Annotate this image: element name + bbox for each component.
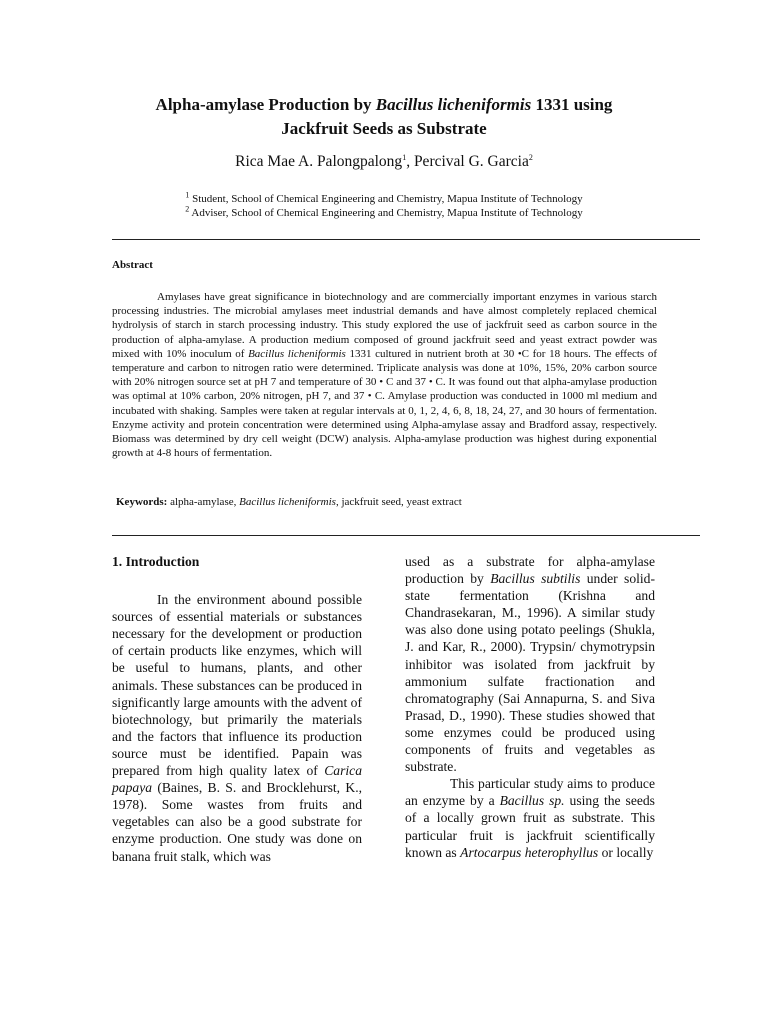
right-column xyxy=(405,553,655,861)
affiliation-1-text: Student, School of Chemical Engineering and Chemistry, Mapua Institute of Technology xyxy=(189,193,583,205)
introduction-paragraph-1-continued xyxy=(405,553,655,775)
abstract-heading: Abstract xyxy=(112,259,153,271)
keywords-part-1: alpha-amylase, xyxy=(167,496,240,508)
abstract-body xyxy=(112,290,657,460)
author-separator: , xyxy=(406,153,414,170)
author-2: Percival G. Garcia xyxy=(413,153,529,170)
title-text-end: 1331 using xyxy=(531,95,613,114)
title-species: Bacillus licheniformis xyxy=(375,95,532,114)
intro-p2-text-end: or locally xyxy=(598,844,654,860)
author-list xyxy=(60,152,708,172)
affiliation-2 xyxy=(60,206,708,220)
intro-p2-text-mid: using the seeds of a locally grown fruit as substrate. This particular fruit is jackfruit scientifically known as xyxy=(405,793,655,860)
intro-p2-text: This particular study aims to produce an enzyme by a xyxy=(405,776,655,809)
introduction-paragraph-2 xyxy=(405,775,655,860)
author-1: Rica Mae A. Palongpalong xyxy=(235,153,403,170)
intro-right-text: used as a substrate for alpha-amylase production by xyxy=(405,554,655,587)
affiliation-1 xyxy=(60,192,708,206)
intro-right-species-1: Bacillus subtilis xyxy=(490,571,581,587)
affiliation-1-mark: 1 xyxy=(185,190,190,200)
abstract-text-end: 1331 cultured in nutrient broth at 30 •C for 18 hours. The effects of temperature and carbon to nitrogen ratio were determined. Triplicate analysis was done at 10%, 15%, 20% carbon source with 20% nitrogen source set at pH 7 and temperature of 30 • C and 37 • C. It was found out that alpha-amylase production was optimal at 10% carbon, 20% nitrogen, pH 7, and 37 • C. Amylase production was conducted in 1000 ml medium and incubated with shaking. Samples were taken at regular intervals at 0, 1, 2, 4, 6, 8, 18, 24, 27, and 30 hours of fermentation. Enzyme activity and protein concentration were determined using Alpha-amylase assay and Bradford assay, respectively. Biomass was determined by dry cell weight (DCW) analysis. Alpha-amylase production was highest during exponential growth at 4-8 hours of fermentation. xyxy=(112,347,657,460)
section-divider xyxy=(112,535,700,536)
title-line-2: Jackfruit Seeds as Substrate xyxy=(281,119,487,138)
keywords-label: Keywords: xyxy=(116,496,168,508)
intro-left-text-end: (Baines, B. S. and Brocklehurst, K., 1978). Some wastes from fruits and vegetables can also be a good substrate for enzyme production. One study was done on banana fruit stalk, which was xyxy=(112,780,362,864)
abstract-text: Amylases have great significance in biotechnology and are commercially important enzymes in various starch processing industries. The microbial amylases meet industrial demands and have almost completely replaced chemical hydrolysis of starch in starch processing industry. This study explored the use of jackfruit seed as carbon source in the production of alpha-amylase. A production medium composed of ground jackfruit seed and yeast extract powder was mixed with 10% inoculum of xyxy=(112,291,657,360)
intro-right-text-end: under solid-state fermentation (Krishna and Chandrasekaran, M., 1996). A similar study was also done using potato peelings (Shukla, J. and Kar, R., 2000). Trypsin/ chymotrypsin inhibitor was isolated from jackfruit by ammonium sulfate fractionation and chromatography (Sai Annapurna, S. and Siva Prasad, D., 1990). These studies showed that some enzymes could be produced using components of fruits and vegetables as substrate. xyxy=(405,571,655,775)
keywords-species: Bacillus licheniformis xyxy=(239,496,336,508)
title-text: Alpha-amylase Production by xyxy=(155,95,376,114)
intro-left-species: Carica papaya xyxy=(112,763,362,796)
author-2-affiliation-mark: 2 xyxy=(528,152,533,162)
top-divider xyxy=(112,239,700,240)
introduction-heading: 1. Introduction xyxy=(112,554,200,569)
affiliation-2-text: Adviser, School of Chemical Engineering and Chemistry, Mapua Institute of Technology xyxy=(189,207,583,219)
keywords-line xyxy=(116,495,696,509)
left-column xyxy=(112,553,362,865)
author-1-affiliation-mark: 1 xyxy=(402,152,407,162)
intro-p2-species-2: Artocarpus heterophyllus xyxy=(460,844,599,860)
introduction-paragraph-1 xyxy=(112,591,362,865)
paper-title xyxy=(60,93,708,141)
intro-p2-species-1: Bacillus sp. xyxy=(499,793,565,809)
abstract-species: Bacillus licheniformis xyxy=(248,347,346,360)
affiliation-2-mark: 2 xyxy=(185,204,190,214)
intro-left-text: In the environment abound possible sources of essential materials or substances necessary for the development or production of certain products like enzymes, which will be useful to humans, plants, and other animals. These substances can be produced in significantly large amounts with the advent of biotechnology, but primarily the materials and the factors that influence its production source must be identified. Papain was prepared from high quality latex of xyxy=(112,592,362,779)
keywords-part-2: , jackfruit seed, yeast extract xyxy=(335,496,462,508)
